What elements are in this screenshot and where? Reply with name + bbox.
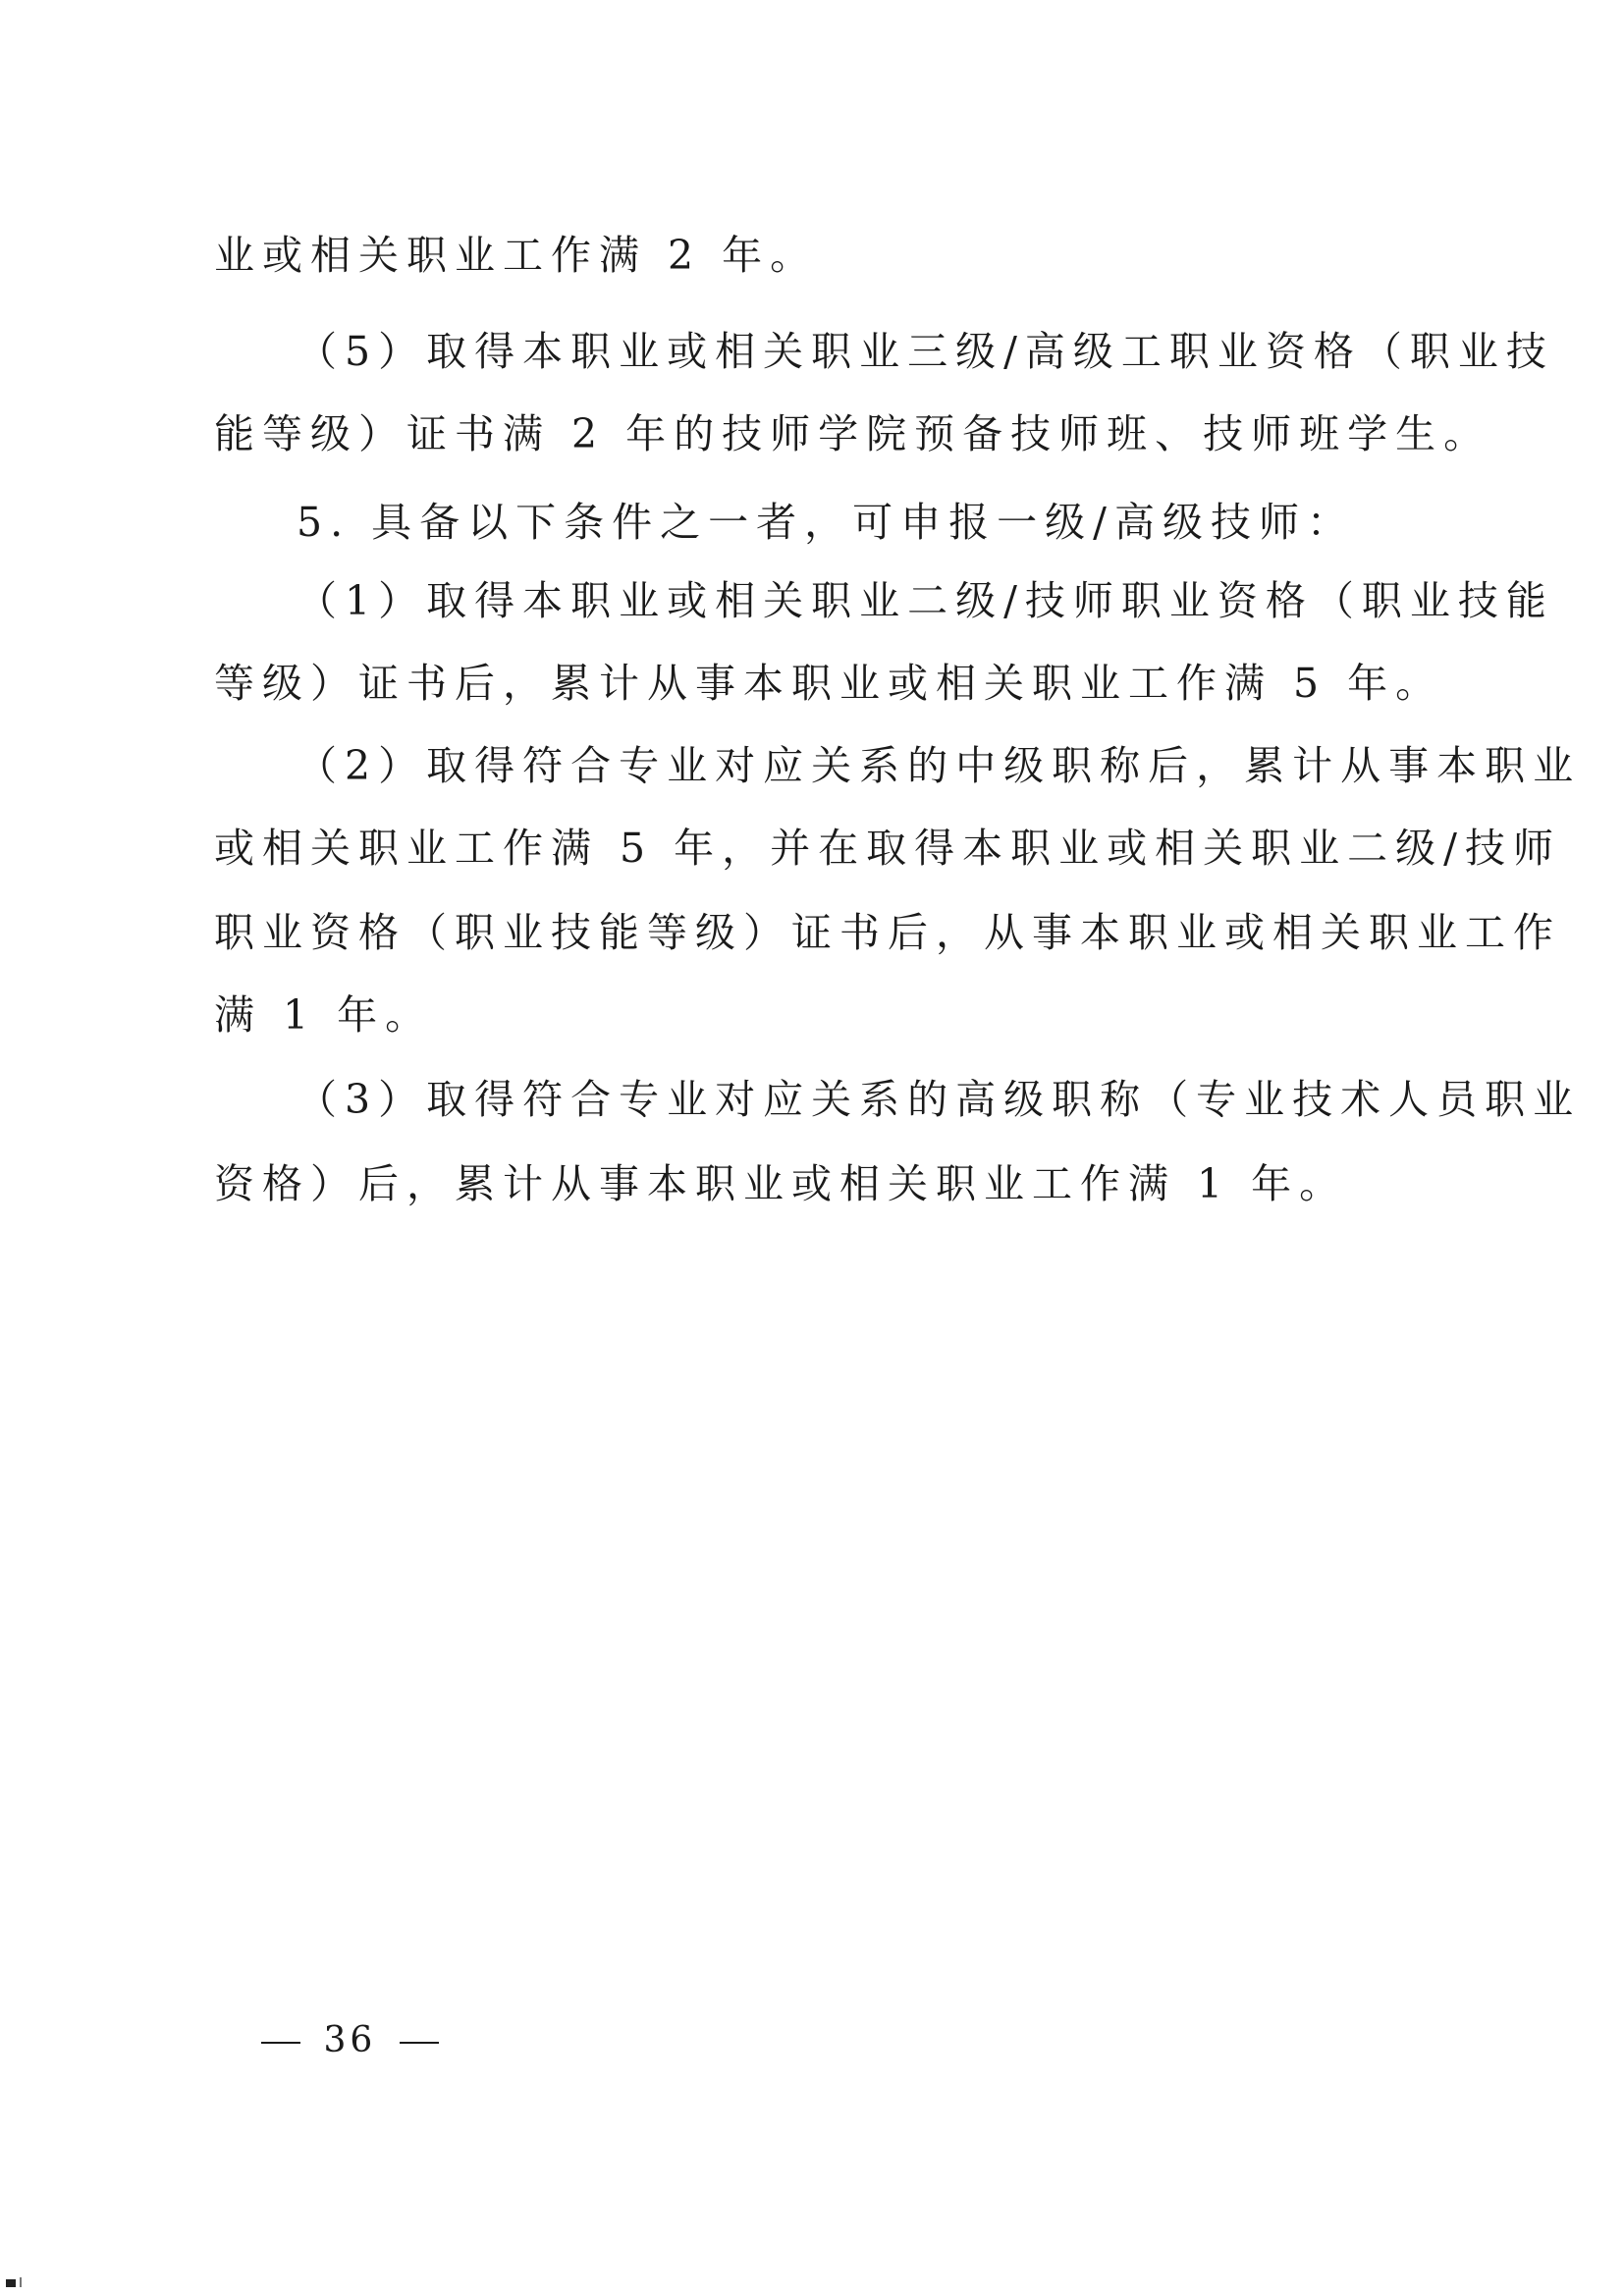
scan-edge-mark [6,2279,16,2287]
text-line: 满 1 年。 [214,991,434,1039]
text-line: （5）取得本职业或相关职业三级/高级工职业资格（职业技 [297,328,1554,375]
text-line: （3）取得符合专业对应关系的高级职称（专业技术人员职业 [297,1076,1582,1123]
text-line: 业或相关职业工作满 2 年。 [214,232,819,279]
text-line: 5. 具备以下条件之一者，可申报一级/高级技师： [297,499,1355,546]
text-line: 或相关职业工作满 5 年，并在取得本职业或相关职业二级/技师 [214,825,1561,872]
text-line: （2）取得符合专业对应关系的中级职称后，累计从事本职业 [297,742,1582,789]
page-footer [253,2020,447,2060]
text-line: 资格）后，累计从事本职业或相关职业工作满 1 年。 [214,1160,1348,1207]
text-line: 职业资格（职业技能等级）证书后，从事本职业或相关职业工作 [214,909,1561,956]
text-line: 等级）证书后，累计从事本职业或相关职业工作满 5 年。 [214,660,1444,707]
text-line: （1）取得本职业或相关职业二级/技师职业资格（职业技能 [297,577,1554,624]
footer-dash-right [400,2042,439,2044]
scan-edge-mark [20,2277,22,2287]
text-line: 能等级）证书满 2 年的技师学院预备技师班、技师班学生。 [214,410,1492,457]
footer-dash-left [261,2042,300,2044]
page-number: 36 [323,2020,377,2060]
